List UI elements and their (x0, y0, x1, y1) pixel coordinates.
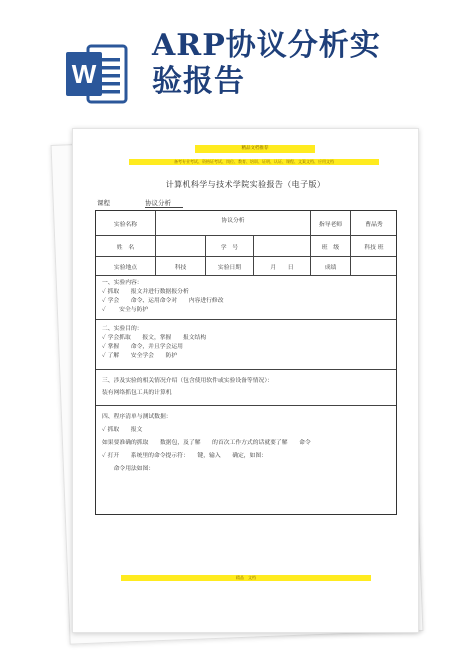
section-line: ✓ 学会抓取 报文，掌握 报文结构 (102, 335, 207, 341)
table-row (96, 236, 396, 257)
section-line: ✓ 抓取 报文 (102, 427, 143, 433)
section-line: 装有网络抓包工具的计算机 (102, 390, 172, 396)
table-row (96, 257, 396, 276)
score-label: 成绩 (311, 257, 351, 275)
section-line: ✓ 打开 系统里的命令提示符： 键，输入 确定，如图： (102, 453, 267, 459)
section-line: 一、实验内容： (102, 280, 143, 286)
location-value: 科技 (156, 257, 206, 275)
experiment-name-label: 实验名称 (96, 211, 156, 235)
class-value: 科技 班 (364, 244, 384, 251)
section-line: ✓ 掌握 命令，并且学会运用 (102, 344, 183, 350)
banner-line: 备考专业考试、资格证考试、岗位、教育、培训、证明、认证、课程、文案文档、应用文档 (129, 159, 379, 165)
page-title (152, 28, 452, 100)
section-environment (96, 370, 396, 406)
section-line: ✓ 学会 命令、运用命令对 内容进行修改 (102, 298, 224, 304)
course-value: 协议分析 (145, 198, 183, 208)
title-line-2: 验报告 (152, 64, 245, 99)
section-line: 三、涉及实验的相关情况介绍（包含使用软件或实验设备等情况）： (102, 378, 274, 384)
section-line: ✓ 抓取 报文并进行数据报分析 (102, 289, 189, 295)
location-label: 实验地点 (96, 257, 156, 275)
table-row (96, 211, 396, 236)
word-icon (62, 38, 134, 110)
document-title: 计算机科学与技术学院实验报告（电子版） (165, 180, 326, 189)
teacher-label: 指导老师 (311, 211, 351, 235)
student-id-value (254, 236, 311, 256)
banner-bottom: 精品 文档 (121, 575, 371, 581)
student-name-label: 姓 名 (96, 236, 156, 256)
section-content (96, 276, 396, 320)
section-procedure (96, 406, 396, 516)
section-line: 如果要准确的抓取 数据包，及了解 的首次工作方式的话就要了解 命令 (102, 440, 311, 446)
class-label: 班 级 (311, 236, 351, 256)
svg-text:W: W (71, 59, 97, 89)
banner-top: 精品文档推荐 (195, 145, 315, 153)
student-name-value (156, 236, 206, 256)
section-line: ✓ 了解 安全学会 防护 (102, 353, 178, 359)
date-label: 实验日期 (206, 257, 254, 275)
student-id-label: 学 号 (206, 236, 254, 256)
score-value (351, 257, 397, 275)
section-line: 四、程序清单与测试数据： (102, 414, 172, 420)
title-line-1: ARP协议分析实 (152, 28, 381, 63)
report-table (95, 210, 397, 515)
document-page (72, 128, 419, 633)
experiment-name-value: 协议分析 (156, 211, 311, 235)
section-line: 二、实验目的： (102, 326, 143, 332)
section-purpose (96, 320, 396, 370)
course-label: 课程 (97, 199, 110, 207)
section-line: ✓ 安全与防护 (102, 307, 149, 313)
teacher-value: 曹晶秀 (365, 221, 383, 228)
section-line: 命令用法如图： (102, 466, 155, 472)
date-value: 月 日 (254, 257, 311, 275)
